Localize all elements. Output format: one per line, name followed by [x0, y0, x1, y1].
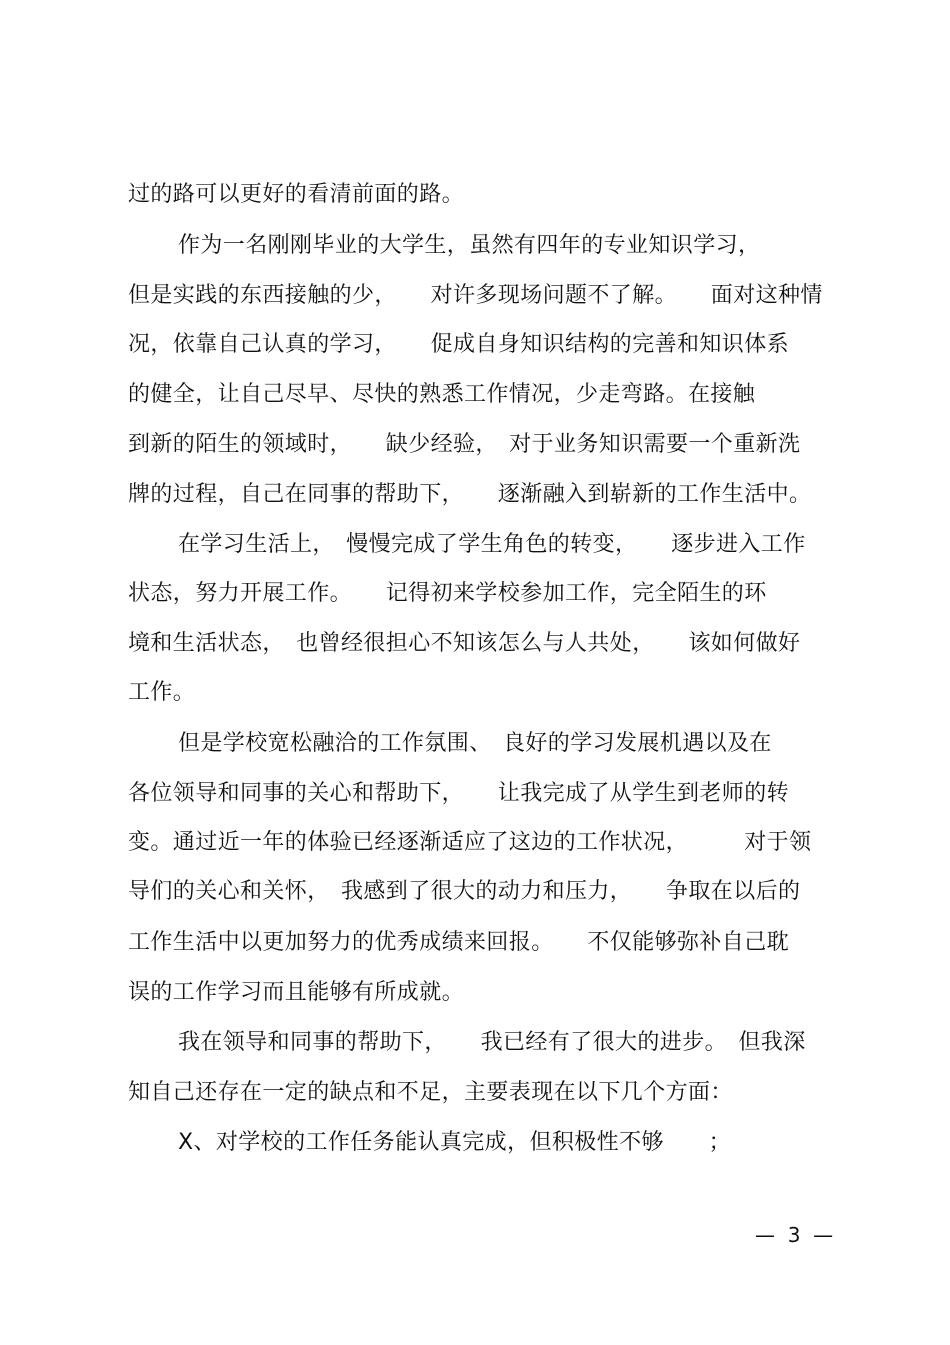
text-line: 到新的陌生的领域时， 缺少经验， 对于业务知识需要一个重新洗 — [128, 432, 801, 457]
text-line: 的健全，让自己尽早、尽快的熟悉工作情况，少走弯路。在接触 — [128, 382, 756, 407]
text-line: 工作生活中以更加努力的优秀成绩来回报。 不仅能够弥补自己耽 — [128, 930, 790, 955]
text-line: 知自己还存在一定的缺点和不足，主要表现在以下几个方面： — [128, 1080, 733, 1105]
page-number: — 3 — — [755, 1223, 834, 1247]
text-line: 变。通过近一年的体验已经逐渐适应了这边的工作状况， 对于领 — [128, 830, 812, 855]
text-line: 状态，努力开展工作。 记得初来学校参加工作，完全陌生的环 — [128, 581, 767, 606]
text-line: 境和生活状态， 也曾经很担心不知该怎么与人共处， 该如何做好 — [128, 631, 801, 656]
text-line: 况，依靠自己认真的学习， 促成自身知识结构的完善和知识体系 — [128, 332, 790, 357]
text-line: 导们的关心和关怀， 我感到了很大的动力和压力， 争取在以后的 — [128, 879, 801, 904]
text-line: X、对学校的工作任务能认真完成，但积极性不够 ； — [178, 1130, 732, 1155]
text-line: 在学习生活上， 慢慢完成了学生角色的转变， 逐步进入工作 — [178, 532, 806, 557]
text-line: 误的工作学习而且能够有所成就。 — [128, 980, 465, 1005]
text-line: 我在领导和同事的帮助下， 我已经有了很大的进步。 但我深 — [178, 1030, 806, 1055]
text-line: 各位领导和同事的关心和帮助下， 让我完成了从学生到老师的转 — [128, 781, 790, 806]
text-line: 但是学校宽松融洽的工作氛围、 良好的学习发展机遇以及在 — [178, 731, 772, 756]
text-line: 但是实践的东西接触的少， 对许多现场问题不了解。 面对这种情 — [128, 283, 823, 308]
text-line: 工作。 — [128, 680, 196, 705]
text-line: 牌的过程，自己在同事的帮助下， 逐渐融入到崭新的工作生活中。 — [128, 482, 812, 507]
text-line: 过的路可以更好的看清前面的路。 — [128, 182, 465, 207]
text-line: 作为一名刚刚毕业的大学生，虽然有四年的专业知识学习， — [178, 233, 761, 258]
